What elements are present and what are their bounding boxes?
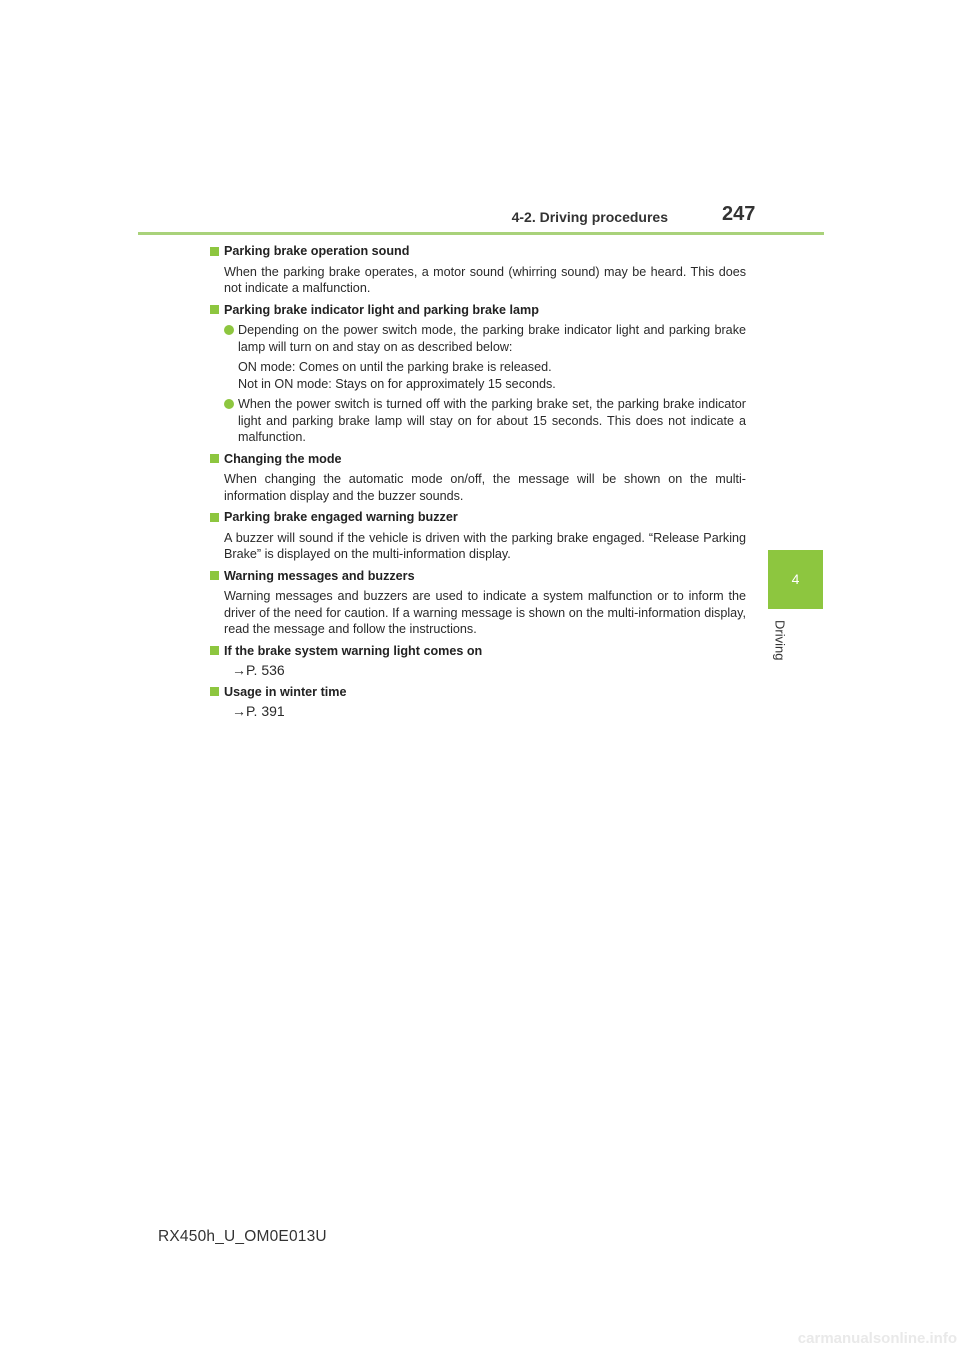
section-title-text: Usage in winter time	[224, 684, 347, 699]
page-reference-link[interactable]: →P. 391	[232, 703, 285, 719]
section-title	[210, 684, 746, 701]
section-title	[210, 243, 746, 260]
bullet-item	[224, 322, 746, 392]
circle-bullet-icon	[224, 325, 234, 335]
section-paragraph: Warning messages and buzzers are used to indicate a system malfunction or to inform the driver of the need for caution. If a warning message is shown on the multi-information display, read the message and follow the instructions.	[224, 589, 746, 636]
circle-bullet-icon	[224, 399, 234, 409]
section-title	[210, 451, 746, 468]
chapter-side-label: Driving	[772, 620, 788, 661]
section-title	[210, 568, 746, 585]
square-bullet-icon	[210, 247, 219, 256]
square-bullet-icon	[210, 646, 219, 655]
header-section-title: 4-2. Driving procedures	[511, 209, 668, 225]
section-title-text: Parking brake indicator light and parking brake lamp	[224, 302, 539, 317]
section-paragraph: A buzzer will sound if the vehicle is driven with the parking brake engaged. “Release Parking Brake” is displayed on the multi-information display.	[224, 530, 746, 561]
bullet-text: Depending on the power switch mode, the parking brake indicator light and parking brake lamp will turn on and stay on as described below:	[238, 323, 746, 354]
section-title-text: If the brake system warning light comes on	[224, 643, 483, 658]
section-paragraph: When the parking brake operates, a motor sound (whirring sound) may be heard. This does not indicate a malfunction.	[224, 264, 746, 295]
square-bullet-icon	[210, 687, 219, 696]
page-reference-link[interactable]: →P. 536	[232, 662, 285, 678]
not-on-mode-text: Not in ON mode: Stays on for approximately 15 seconds.	[238, 376, 556, 391]
page-number: 247	[722, 203, 756, 225]
section-title	[210, 509, 746, 526]
square-bullet-icon	[210, 305, 219, 314]
section-title-text: Warning messages and buzzers	[224, 568, 415, 583]
square-bullet-icon	[210, 571, 219, 580]
section-title-text: Parking brake operation sound	[224, 244, 410, 258]
section-title	[210, 643, 746, 660]
square-bullet-icon	[210, 513, 219, 522]
footer-model-code: RX450h_U_OM0E013U	[158, 1228, 327, 1245]
content	[210, 243, 746, 720]
chapter-tab-number: 4	[791, 571, 800, 587]
bullet-body	[238, 322, 746, 392]
section-title-text: Changing the mode	[224, 451, 342, 466]
header-rule	[138, 232, 824, 235]
on-mode-text: ON mode: Comes on until the parking brake is released.	[238, 360, 552, 374]
bullet-text: When the power switch is turned off with the parking brake set, the parking brake indicator light and parking brake lamp will stay on for about 15 seconds. This does not indicate a malfunction.	[238, 397, 746, 444]
chapter-tab[interactable]	[768, 550, 823, 609]
watermark: carmanualsonline.info	[797, 1330, 957, 1347]
bullet-item	[224, 396, 746, 446]
section-paragraph: When changing the automatic mode on/off, the message will be shown on the multi-information display and the buzzer sounds.	[224, 472, 746, 503]
section-title	[210, 302, 746, 319]
section-title-text: Parking brake engaged warning buzzer	[224, 510, 458, 524]
square-bullet-icon	[210, 454, 219, 463]
